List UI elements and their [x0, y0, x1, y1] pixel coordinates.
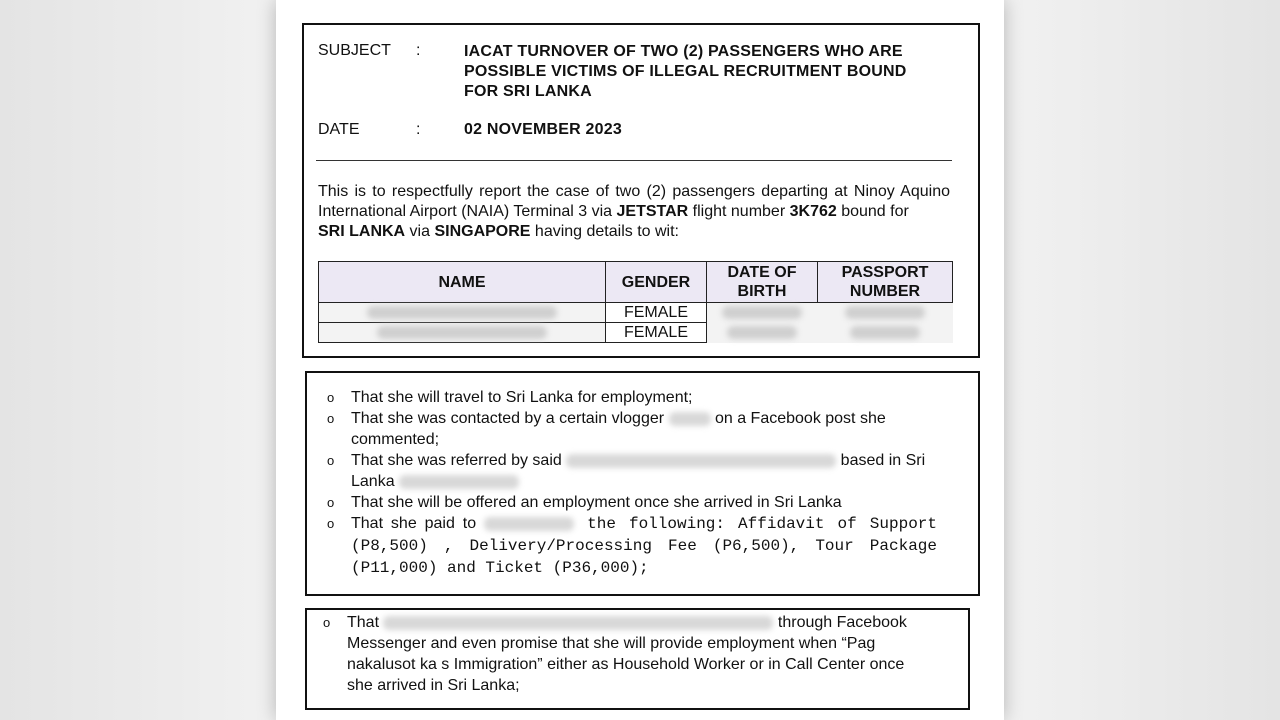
redacted-name	[319, 323, 606, 343]
redacted-name	[319, 303, 606, 323]
table-row	[319, 323, 953, 343]
divider-line	[316, 160, 952, 161]
bullet-marker: o	[327, 411, 335, 426]
findings-box-2	[305, 608, 970, 710]
findings-list	[323, 612, 927, 696]
bullet-marker: o	[323, 615, 331, 630]
redacted-passport	[818, 323, 953, 343]
intro-paragraph: This is to respectfully report the case of two (2) passengers departing at Ninoy Aquino International Airport (NAIA) Terminal 3 via JETSTAR flight number 3K762 bound for SRI LANKA via SINGAPORE having details to wit:	[318, 183, 950, 240]
redacted-passport	[818, 303, 953, 323]
subject-value: IACAT TURNOVER OF TWO (2) PASSENGERS WHO ARE POSSIBLE VICTIMS OF ILLEGAL RECRUITMENT BOUND FOR SRI LANKA	[464, 43, 907, 100]
header-name: NAME	[319, 262, 606, 303]
subject-colon: :	[416, 42, 421, 59]
header-gender: GENDER	[606, 262, 707, 303]
table-row	[319, 303, 953, 323]
redacted-text	[399, 475, 519, 489]
findings-list	[327, 387, 937, 579]
passenger-table	[318, 261, 953, 343]
subject-label: SUBJECT	[318, 42, 391, 59]
redacted-text	[383, 616, 773, 630]
redacted-text	[484, 517, 574, 531]
list-item: o That she was referred by said based in Sri Lanka	[327, 452, 926, 490]
redacted-dob	[707, 323, 818, 343]
date-label: DATE	[318, 121, 360, 138]
bullet-marker: o	[327, 453, 335, 468]
airline-name: JETSTAR	[616, 203, 689, 220]
list-item: o That she will be offered an employment once she arrived in Sri Lanka	[327, 494, 842, 511]
destination: SRI LANKA	[318, 223, 406, 240]
findings-box-1	[305, 371, 980, 596]
bullet-marker: o	[327, 495, 335, 510]
bullet-marker: o	[327, 516, 335, 531]
bullet-marker: o	[327, 390, 335, 405]
date-value: 02 NOVEMBER 2023	[464, 121, 622, 138]
gender-cell: FEMALE	[606, 323, 707, 343]
redacted-text	[669, 412, 711, 426]
list-item: o That she was contacted by a certain vlogger on a Facebook post she commented;	[327, 410, 886, 448]
header-passport: PASSPORT NUMBER	[818, 262, 953, 303]
redacted-dob	[707, 303, 818, 323]
list-item: o That she will travel to Sri Lanka for employment;	[327, 389, 693, 406]
document-page	[276, 0, 1004, 720]
table-header-row	[319, 262, 953, 303]
gender-cell: FEMALE	[606, 303, 707, 323]
redacted-text	[566, 454, 836, 468]
header-dob: DATE OF BIRTH	[707, 262, 818, 303]
background-right	[1004, 0, 1280, 720]
transit-point: SINGAPORE	[434, 223, 531, 240]
background-left	[0, 0, 276, 720]
memo-header-box	[302, 23, 980, 358]
date-colon: :	[416, 121, 421, 138]
list-item: o That through Facebook Messenger and even promise that she will provide employment when “Pag nakalusot ka s Immigration” either as Household Worker or in Call Center once she arrived in Sri Lanka;	[323, 614, 907, 694]
list-item: o That she paid to the following: Affidavit of Support (P8,500) , Delivery/Processing Fee (P6,500), Tour Package (P11,000) and Ticket (P36,000);	[327, 515, 938, 577]
flight-number: 3K762	[789, 203, 837, 220]
